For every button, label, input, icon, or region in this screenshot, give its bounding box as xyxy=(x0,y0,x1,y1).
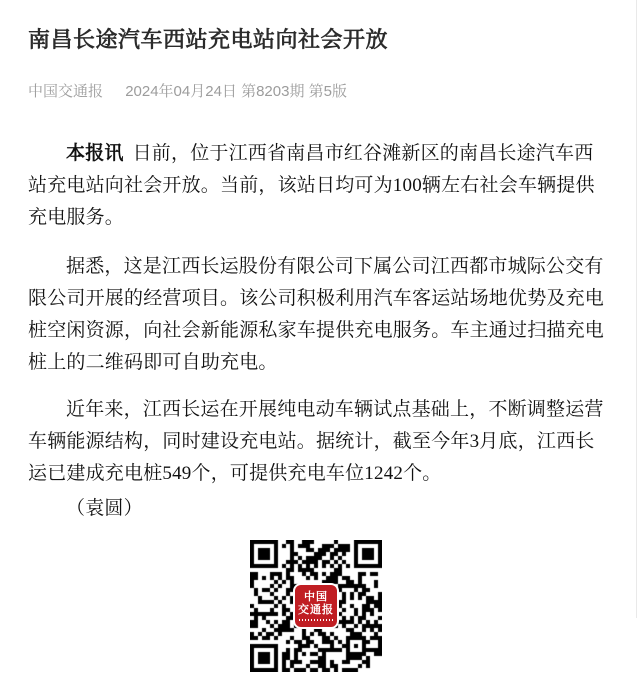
source-name: 中国交通报 xyxy=(28,83,104,100)
article-title: 南昌长途汽车西站充电站向社会开放 xyxy=(28,27,389,52)
publish-date-edition: 2024年04月24日 第8203期 第5版 xyxy=(125,83,347,100)
page-right-border xyxy=(636,0,637,618)
logo-text-line1: 中国 xyxy=(304,591,328,603)
qr-center-logo xyxy=(293,583,339,629)
paragraph-text: 日前，位于江西省南昌市红谷滩新区的南昌长途汽车西站充电站向社会开放。当前，该站日均可为100辆左右社会车辆提供充电服务。 xyxy=(28,143,595,228)
article-meta xyxy=(28,84,604,100)
paragraph xyxy=(28,138,604,234)
paragraph: 据悉，这是江西长运股份有限公司下属公司江西都市城际公交有限公司开展的经营项目。该公司积极利用汽车客运站场地优势及充电桩空闲资源，向社会新能源私家车提供充电服务。车主通过扫描充电桩上的二维码即可自助充电。 xyxy=(28,256,605,373)
paragraph: 近年来，江西长运在开展纯电动车辆试点基础上，不断调整运营车辆能源结构，同时建设充电站。据统计，截至今年3月底，江西长运已建成充电桩549个，可提供充电车位1242个。 xyxy=(28,399,604,484)
paragraph-lead: 本报讯 xyxy=(66,143,124,164)
qr-code xyxy=(249,539,383,673)
byline: （袁圆） xyxy=(66,498,143,519)
logo-tiny-text xyxy=(299,619,333,621)
article-body xyxy=(28,138,604,525)
logo-text-line2: 交通报 xyxy=(298,604,334,616)
qr-section xyxy=(28,539,604,673)
